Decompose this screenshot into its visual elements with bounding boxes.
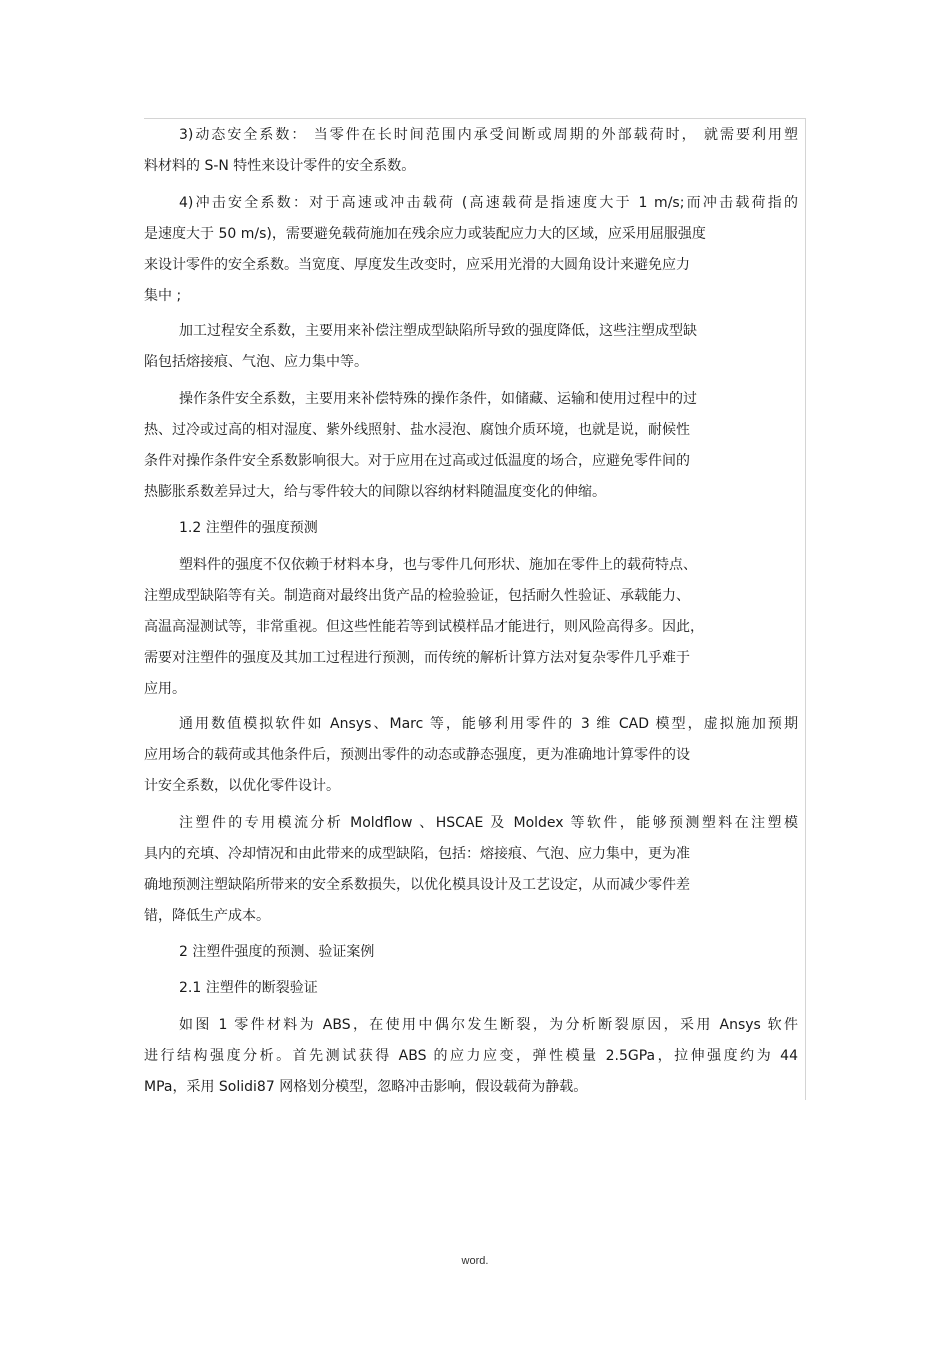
page-footer: word. — [461, 1255, 489, 1267]
paragraph-line: 操作条件安全系数，主要用来补偿特殊的操作条件，如储藏、运输和使用过程中的过 — [179, 391, 697, 407]
paragraph-line: 是速度大于 50 m/s)，需要避免载荷施加在残余应力或装配应力大的区域，应采用屈服强度 — [144, 226, 706, 242]
paragraph-line: 4)冲击安全系数：对于高速或冲击载荷 (高速载荷是指速度大于 1 m/s;而冲击载荷指的 — [179, 195, 798, 211]
paragraph-line: 注塑件的专用模流分析 Moldflow 、HSCAE 及 Moldex 等软件，能够预测塑料在注塑模 — [179, 815, 798, 831]
paragraph-line: 计安全系数，以优化零件设计。 — [144, 778, 340, 794]
paragraph-line: 高温高湿测试等，非常重视。但这些性能若等到试模样品才能进行，则风险高得多。因此， — [144, 619, 704, 635]
paragraph-line: 错，降低生产成本。 — [144, 908, 270, 924]
paragraph-line: 3)动态安全系数： 当零件在长时间范围内承受间断或周期的外部载荷时， 就需要利用塑 — [179, 127, 798, 143]
paragraph-line: 陷包括熔接痕、气泡、应力集中等。 — [144, 354, 368, 370]
paragraph-line: 塑料件的强度不仅依赖于材料本身，也与零件几何形状、施加在零件上的载荷特点、 — [179, 557, 697, 573]
paragraph-line: 加工过程安全系数，主要用来补偿注塑成型缺陷所导致的强度降低，这些注塑成型缺 — [179, 323, 697, 339]
paragraph-line: MPa，采用 Solidi87 网格划分模型，忽略冲击影响，假设载荷为静载。 — [144, 1079, 588, 1095]
section-heading: 2.1 注塑件的断裂验证 — [179, 980, 318, 996]
paragraph-line: 料材料的 S-N 特性来设计零件的安全系数。 — [144, 158, 416, 174]
paragraph-line: 确地预测注塑缺陷所带来的安全系数损失，以优化模具设计及工艺设定，从而减少零件差 — [144, 877, 690, 893]
paragraph-line: 来设计零件的安全系数。当宽度、厚度发生改变时，应采用光滑的大圆角设计来避免应力 — [144, 257, 690, 273]
paragraph-line: 集中 ; — [144, 288, 182, 304]
paragraph-line: 如图 1 零件材料为 ABS，在使用中偶尔发生断裂，为分析断裂原因，采用 Ansys 软件 — [179, 1017, 798, 1033]
paragraph-line: 通用数值模拟软件如 Ansys、Marc 等，能够利用零件的 3 维 CAD 模型，虚拟施加预期 — [179, 716, 798, 732]
paragraph-line: 进行结构强度分析。首先测试获得 ABS 的应力应变，弹性模量 2.5GPa，拉伸强度约为 44 — [144, 1048, 798, 1064]
paragraph-line: 热、过冷或过高的相对湿度、紫外线照射、盐水浸泡、腐蚀介质环境，也就是说，耐候性 — [144, 422, 690, 438]
paragraph-line: 具内的充填、冷却情况和由此带来的成型缺陷，包括：熔接痕、气泡、应力集中，更为准 — [144, 846, 690, 862]
paragraph-line: 需要对注塑件的强度及其加工过程进行预测，而传统的解析计算方法对复杂零件几乎难于 — [144, 650, 690, 666]
paragraph-line: 应用。 — [144, 681, 186, 697]
section-heading: 2 注塑件强度的预测、验证案例 — [179, 944, 375, 960]
paragraph-line: 条件对操作条件安全系数影响很大。对于应用在过高或过低温度的场合，应避免零件间的 — [144, 453, 690, 469]
paragraph-line: 热膨胀系数差异过大，给与零件较大的间隙以容纳材料随温度变化的伸缩。 — [144, 484, 606, 500]
paragraph-line: 应用场合的载荷或其他条件后，预测出零件的动态或静态强度，更为准确地计算零件的设 — [144, 747, 690, 763]
paragraph-line: 注塑成型缺陷等有关。制造商对最终出货产品的检验验证，包括耐久性验证、承载能力、 — [144, 588, 690, 604]
section-heading: 1.2 注塑件的强度预测 — [179, 520, 318, 536]
